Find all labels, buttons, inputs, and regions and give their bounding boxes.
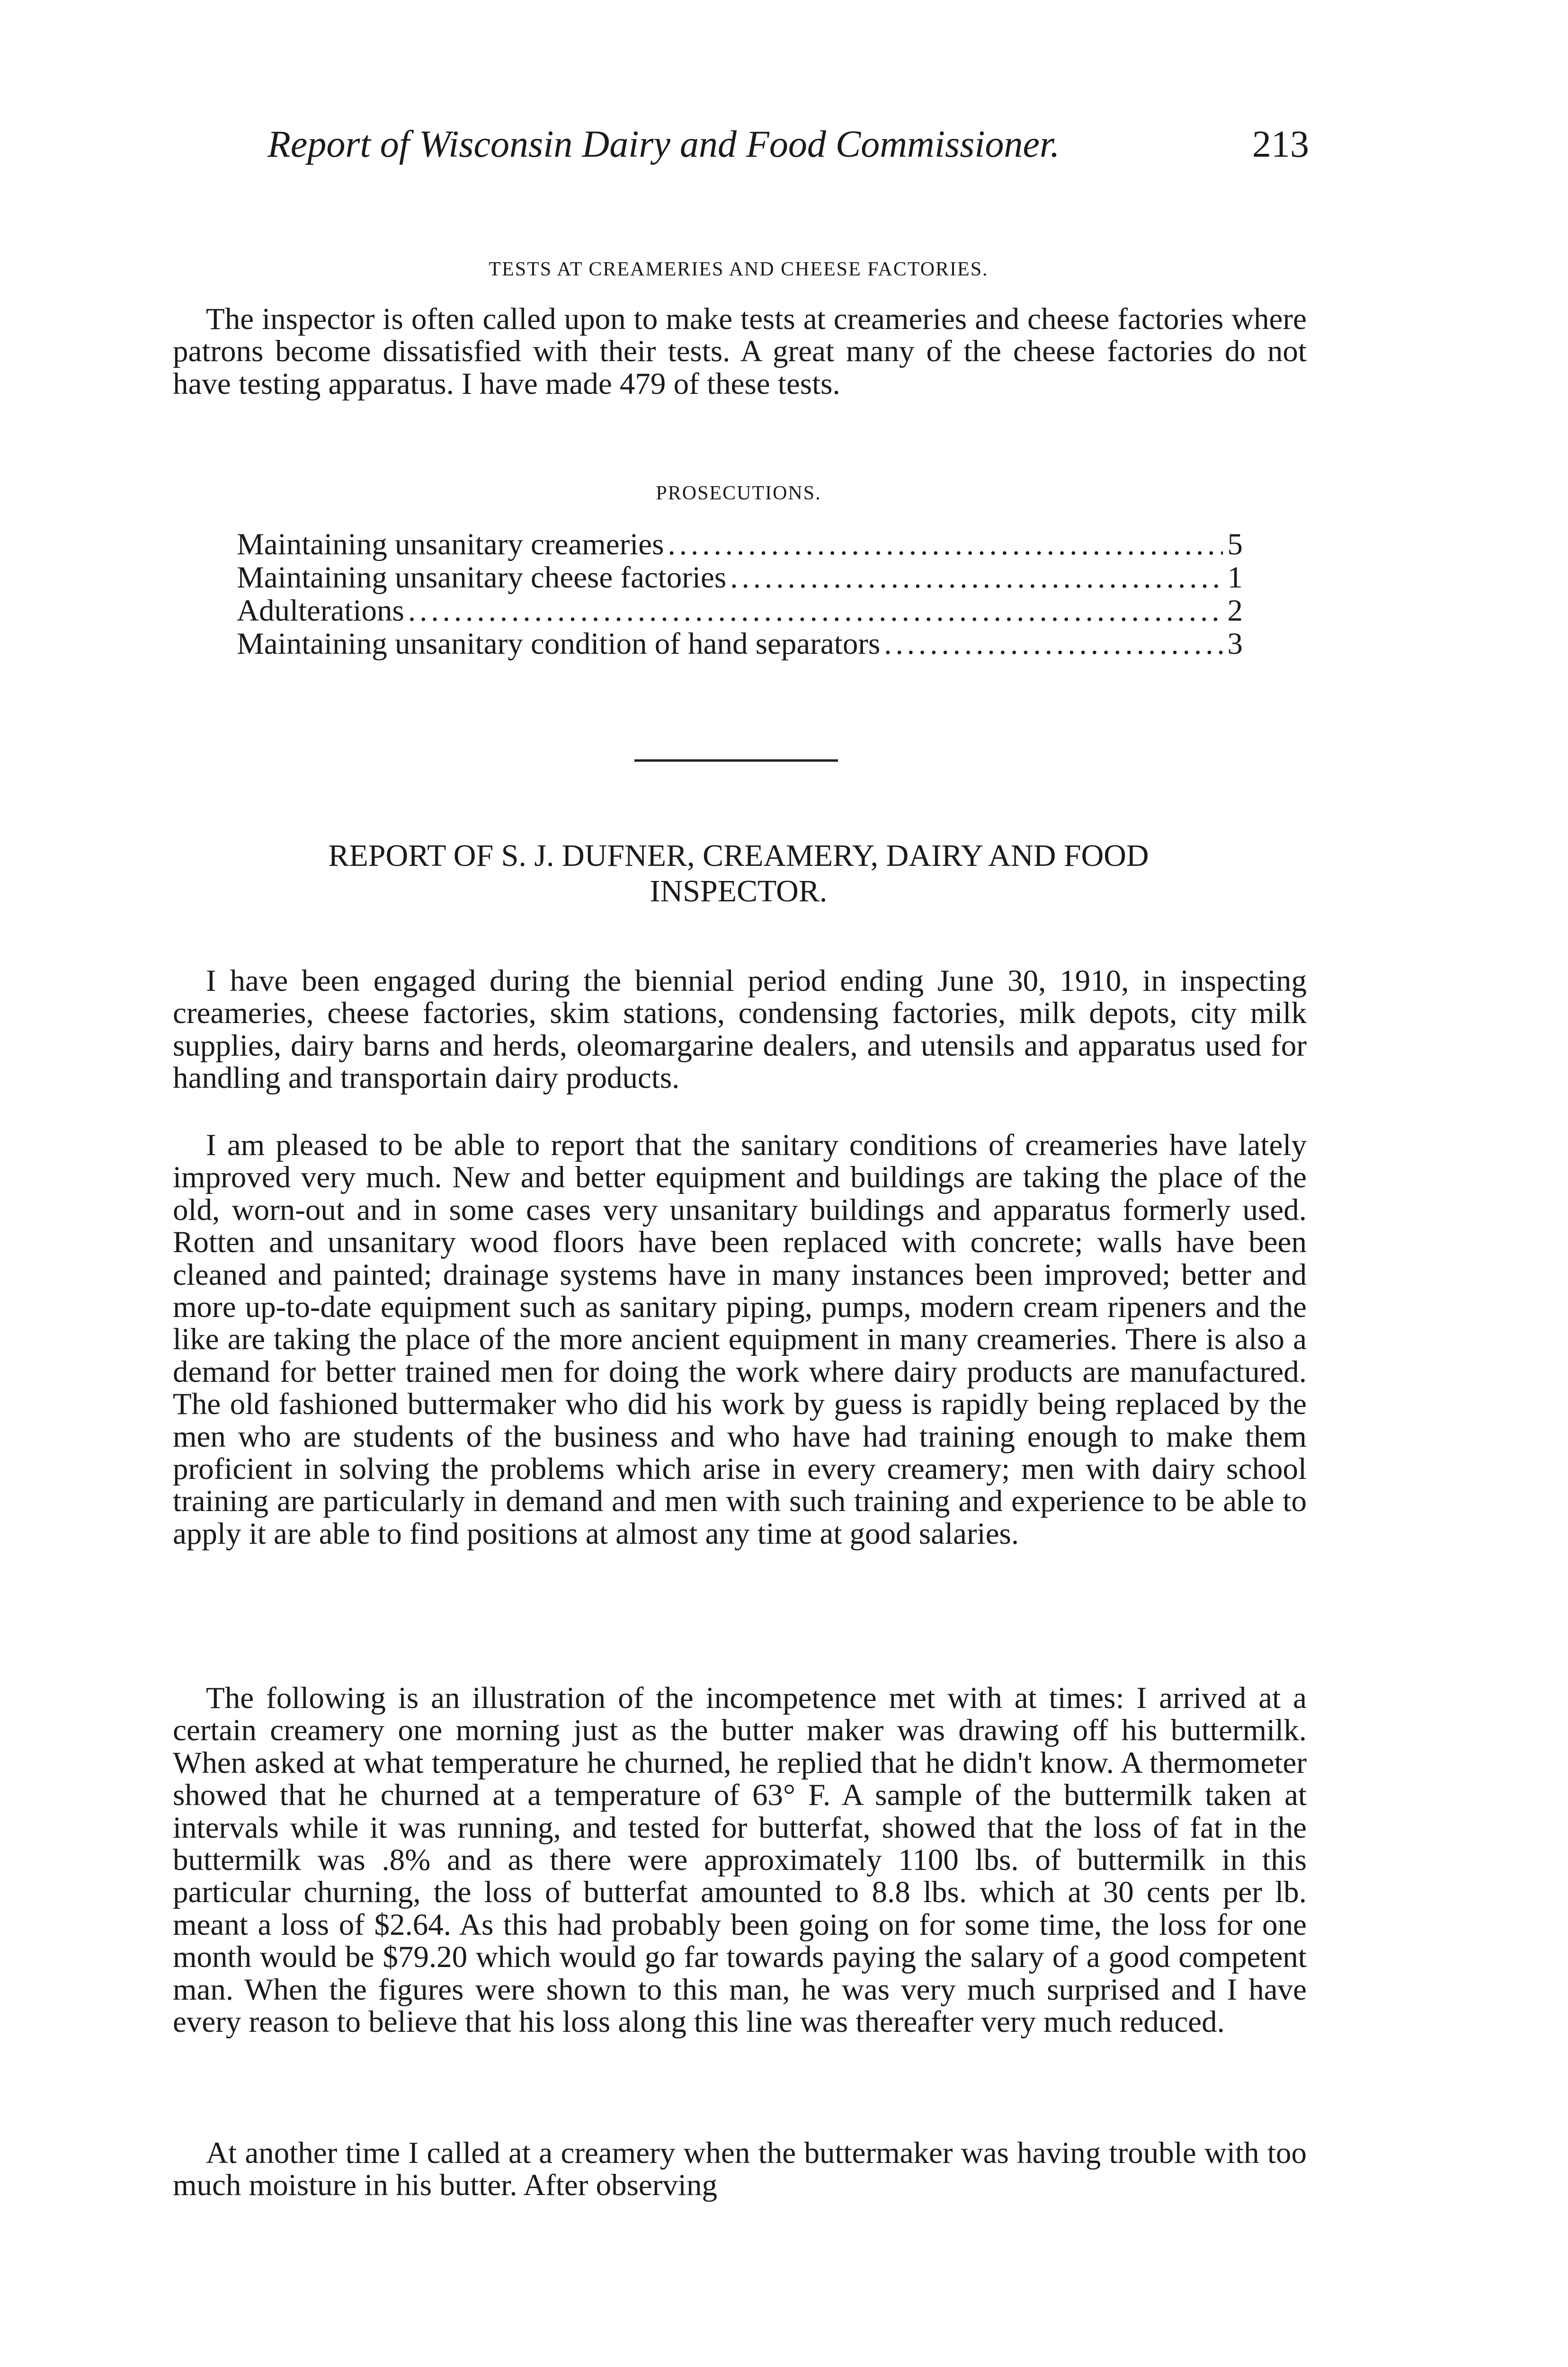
dot-leader [408,594,1223,627]
prosecution-label: Maintaining unsanitary condition of hand separators [237,627,881,661]
report-paragraph-1: I have been engaged during the biennial period ending June 30, 1910, in inspecting creameries, cheese factories, skim stations, condensing factories, milk depots, city milk supplies, dairy barns and herds, oleomargarine dealers, and utensils and apparatus used for handling and transportain dairy products. [173,964,1307,1095]
prosecution-item [237,561,1243,594]
prosecution-count: 5 [1227,527,1243,561]
prosecution-item [237,528,1243,561]
report-title [170,838,1307,909]
dot-leader [884,627,1222,660]
tests-section-heading: TESTS AT CREAMERIES AND CHEESE FACTORIES. [489,258,989,280]
report-paragraph-2: I am pleased to be able to report that the sanitary conditions of creameries have lately improved very much. New and better equipment and buildings are taking the place of the old, worn-out and in some cases very unsanitary buildings and apparatus formerly used. Rotten and unsanitary wood floors have been replaced with concrete; walls have been cleaned and painted; drainage systems have in many instances been improved; better and more up-to-date equipment such as sanitary piping, pumps, modern cream ripeners and the like are taking the place of the more ancient equipment in many creameries. There is also a demand for better trained men for doing the work where dairy products are manufactured. The old fashioned buttermaker who did his work by guess is rapidly being replaced by the men who are students of the business and who have had training enough to make them proficient in solving the problems which arise in every creamery; men with dairy school training are particularly in demand and men with such training and experience to be able to apply it are able to find positions at almost any time at good salaries. [173,1128,1307,1551]
dot-leader [668,528,1222,561]
prosecution-label: Maintaining unsanitary cheese factories [237,561,727,595]
prosecutions-list [237,528,1243,660]
running-head [267,123,1309,166]
prosecution-label: Adulterations [237,594,404,628]
report-paragraph-4: At another time I called at a creamery when the buttermaker was having trouble with too much moisture in his butter. After observing [173,2136,1307,2203]
tests-paragraph: The inspector is often called upon to make tests at creameries and cheese factories where patrons become dissatisfied with their tests. A great many of the cheese factories do not have testing apparatus. I have made 479 of these tests. [173,302,1307,401]
prosecution-label: Maintaining unsanitary creameries [237,527,664,561]
prosecution-item [237,627,1243,660]
prosecution-count: 1 [1227,561,1243,595]
prosecution-count: 2 [1227,594,1243,628]
report-title-line-1: REPORT OF S. J. DUFNER, CREAMERY, DAIRY AND FOOD [328,838,1149,873]
prosecution-count: 3 [1227,627,1243,661]
section-divider [634,759,838,762]
dot-leader [730,561,1222,594]
report-paragraph-3: The following is an illustration of the incompetence met with at times: I arrived at a certain creamery one morning just as the butter maker was drawing off his buttermilk. When asked at what temperature he churned, he replied that he didn't know. A thermometer showed that he churned at a temperature of 63° F. A sample of the buttermilk taken at intervals while it was running, and tested for butterfat, showed that the loss of fat in the buttermilk was .8% and as there were approximately 1100 lbs. of buttermilk in this particular churning, the loss of butterfat amounted to 8.8 lbs. which at 30 cents per lb. meant a loss of $2.64. As this had probably been going on for some time, the loss for one month would be $79.20 which would go far towards paying the salary of a good competent man. When the figures were shown to this man, he was very much surprised and I have every reason to believe that his loss along this line was thereafter very much reduced. [173,1681,1307,2039]
page-number: 213 [1252,124,1309,165]
running-head-title: Report of Wisconsin Dairy and Food Commissioner. [267,124,1060,165]
prosecution-item [237,594,1243,627]
prosecutions-heading: PROSECUTIONS. [656,482,821,504]
report-title-line-2: INSPECTOR. [650,874,828,908]
